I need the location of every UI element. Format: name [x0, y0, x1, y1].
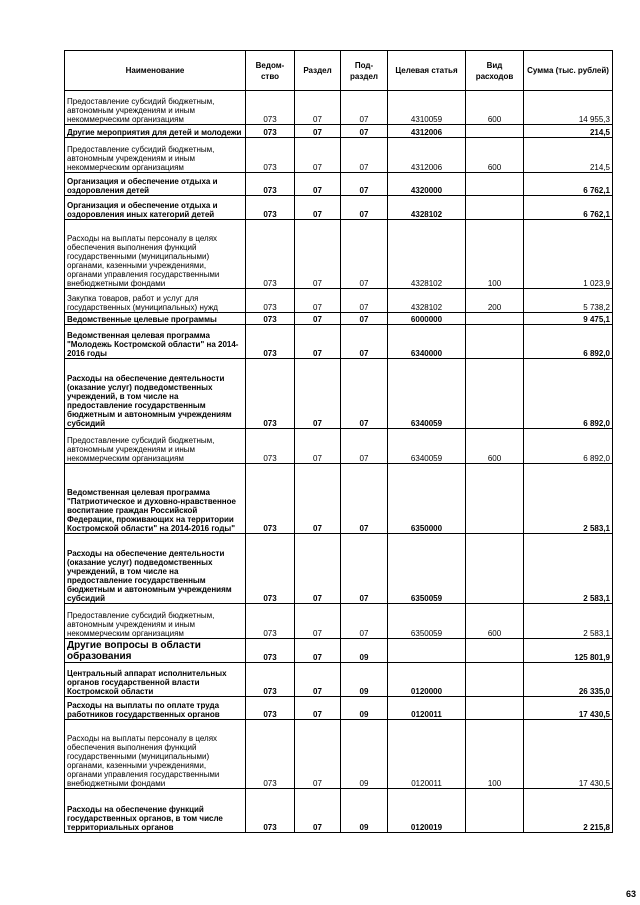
cell-dept: 073	[246, 289, 295, 313]
header-sum: Сумма (тыс. рублей)	[524, 51, 613, 91]
table-row	[65, 720, 613, 789]
cell-subsection: 07	[341, 464, 388, 534]
cell-target: 4310059	[388, 91, 466, 125]
cell-dept: 073	[246, 325, 295, 359]
cell-dept: 073	[246, 91, 295, 125]
cell-target: 4312006	[388, 138, 466, 173]
cell-sum: 214,5	[524, 138, 613, 173]
cell-exptype	[466, 196, 524, 220]
cell-subsection: 07	[341, 196, 388, 220]
cell-section: 07	[295, 429, 341, 464]
cell-name: Предоставление субсидий бюджетным, автономным учреждениям и иным некоммерческим организациям	[65, 91, 246, 125]
cell-name: Расходы на выплаты по оплате труда работников государственных органов	[65, 697, 246, 720]
cell-name: Расходы на обеспечение деятельности (оказание услуг) подведомственных учреждений, в том числе на предоставление государственным бюджетным и автономным учреждениям субсидий	[65, 534, 246, 604]
cell-section: 07	[295, 173, 341, 196]
cell-dept: 073	[246, 464, 295, 534]
header-section: Раздел	[295, 51, 341, 91]
cell-exptype: 200	[466, 289, 524, 313]
cell-name: Центральный аппарат исполнительных органов государственной власти Костромской области	[65, 663, 246, 697]
cell-subsection: 07	[341, 604, 388, 639]
cell-subsection: 09	[341, 663, 388, 697]
cell-sum: 17 430,5	[524, 697, 613, 720]
cell-exptype	[466, 125, 524, 138]
cell-subsection: 07	[341, 220, 388, 289]
cell-section: 07	[295, 534, 341, 604]
cell-sum: 17 430,5	[524, 720, 613, 789]
header-dept: Ведом-ство	[246, 51, 295, 91]
cell-exptype	[466, 173, 524, 196]
table-row	[65, 125, 613, 138]
table-row	[65, 639, 613, 663]
cell-name: Закупка товаров, работ и услуг для государственных (муниципальных) нужд	[65, 289, 246, 313]
cell-subsection: 07	[341, 359, 388, 429]
header-subsection: Под-раздел	[341, 51, 388, 91]
table-body	[65, 91, 613, 833]
cell-name: Расходы на обеспечение функций государственных органов, в том числе территориальных органов	[65, 789, 246, 833]
cell-target: 6350059	[388, 604, 466, 639]
table-row	[65, 91, 613, 125]
cell-name: Расходы на обеспечение деятельности (оказание услуг) подведомственных учреждений, в том числе на предоставление государственным бюджетным и автономным учреждениям субсидий	[65, 359, 246, 429]
cell-sum: 2 583,1	[524, 534, 613, 604]
cell-section: 07	[295, 313, 341, 325]
cell-sum: 26 335,0	[524, 663, 613, 697]
cell-section: 07	[295, 639, 341, 663]
table-row	[65, 313, 613, 325]
cell-dept: 073	[246, 663, 295, 697]
cell-dept: 073	[246, 138, 295, 173]
cell-target: 4328102	[388, 289, 466, 313]
table-row	[65, 534, 613, 604]
cell-dept: 073	[246, 534, 295, 604]
cell-section: 07	[295, 359, 341, 429]
cell-exptype: 600	[466, 91, 524, 125]
cell-section: 07	[295, 220, 341, 289]
cell-name: Ведомственная целевая программа "Патриотическое и духовно-нравственное воспитание граждан Российской Федерации, проживающих на территории Костромской области" на 2014-2016 годы"	[65, 464, 246, 534]
cell-sum: 2 215,8	[524, 789, 613, 833]
table-row	[65, 138, 613, 173]
cell-subsection: 09	[341, 720, 388, 789]
cell-dept: 073	[246, 604, 295, 639]
cell-target: 6340059	[388, 429, 466, 464]
header-exptype: Вид расходов	[466, 51, 524, 91]
cell-dept: 073	[246, 639, 295, 663]
cell-section: 07	[295, 91, 341, 125]
cell-exptype	[466, 325, 524, 359]
cell-dept: 073	[246, 125, 295, 138]
cell-sum: 6 892,0	[524, 325, 613, 359]
cell-name: Расходы на выплаты персоналу в целях обеспечения выполнения функций государственными (муниципальными) органами, казенными учреждениями, органами управления государственными внебюджетными фондами	[65, 220, 246, 289]
table-row	[65, 429, 613, 464]
cell-target: 6340000	[388, 325, 466, 359]
cell-subsection: 07	[341, 534, 388, 604]
cell-section: 07	[295, 720, 341, 789]
table-row	[65, 789, 613, 833]
cell-subsection: 07	[341, 325, 388, 359]
cell-subsection: 07	[341, 91, 388, 125]
cell-exptype: 600	[466, 429, 524, 464]
header-target: Целевая статья	[388, 51, 466, 91]
cell-sum: 9 475,1	[524, 313, 613, 325]
cell-name: Другие вопросы в области образования	[65, 639, 246, 663]
cell-subsection: 07	[341, 429, 388, 464]
cell-section: 07	[295, 604, 341, 639]
cell-subsection: 07	[341, 125, 388, 138]
cell-dept: 073	[246, 313, 295, 325]
cell-sum: 5 738,2	[524, 289, 613, 313]
cell-exptype: 100	[466, 720, 524, 789]
cell-sum: 14 955,3	[524, 91, 613, 125]
cell-section: 07	[295, 125, 341, 138]
cell-dept: 073	[246, 789, 295, 833]
cell-name: Предоставление субсидий бюджетным, автономным учреждениям и иным некоммерческим организациям	[65, 604, 246, 639]
table-row	[65, 220, 613, 289]
cell-subsection: 09	[341, 639, 388, 663]
table-row	[65, 697, 613, 720]
cell-sum: 6 762,1	[524, 196, 613, 220]
cell-target: 6340059	[388, 359, 466, 429]
cell-dept: 073	[246, 173, 295, 196]
cell-dept: 073	[246, 359, 295, 429]
cell-sum: 2 583,1	[524, 604, 613, 639]
table-row	[65, 359, 613, 429]
cell-name: Другие мероприятия для детей и молодежи	[65, 125, 246, 138]
cell-subsection: 07	[341, 138, 388, 173]
cell-exptype	[466, 663, 524, 697]
cell-sum: 6 892,0	[524, 359, 613, 429]
cell-name: Организация и обеспечение отдыха и оздоровления иных категорий детей	[65, 196, 246, 220]
cell-dept: 073	[246, 196, 295, 220]
cell-target	[388, 639, 466, 663]
cell-name: Предоставление субсидий бюджетным, автономным учреждениям и иным некоммерческим организациям	[65, 138, 246, 173]
cell-target: 4328102	[388, 196, 466, 220]
budget-sheet	[64, 50, 612, 833]
cell-target: 6350000	[388, 464, 466, 534]
cell-section: 07	[295, 789, 341, 833]
table-row	[65, 604, 613, 639]
table-header-row	[65, 51, 613, 91]
cell-subsection: 07	[341, 289, 388, 313]
cell-sum: 6 762,1	[524, 173, 613, 196]
cell-name: Ведомственные целевые программы	[65, 313, 246, 325]
cell-subsection: 07	[341, 313, 388, 325]
header-name: Наименование	[65, 51, 246, 91]
cell-exptype: 100	[466, 220, 524, 289]
cell-subsection: 07	[341, 173, 388, 196]
cell-target: 6000000	[388, 313, 466, 325]
table-row	[65, 289, 613, 313]
budget-table	[64, 50, 613, 833]
cell-section: 07	[295, 325, 341, 359]
cell-name: Предоставление субсидий бюджетным, автономным учреждениям и иным некоммерческим организациям	[65, 429, 246, 464]
cell-target: 4328102	[388, 220, 466, 289]
cell-target: 0120000	[388, 663, 466, 697]
cell-sum: 1 023,9	[524, 220, 613, 289]
cell-section: 07	[295, 697, 341, 720]
cell-target: 0120019	[388, 789, 466, 833]
cell-subsection: 09	[341, 697, 388, 720]
cell-target: 0120011	[388, 697, 466, 720]
cell-name: Расходы на выплаты персоналу в целях обеспечения выполнения функций государственными (муниципальными) органами, казенными учреждениями, органами управления государственными внебюджетными фондами	[65, 720, 246, 789]
cell-exptype: 600	[466, 138, 524, 173]
cell-subsection: 09	[341, 789, 388, 833]
table-row	[65, 173, 613, 196]
table-row	[65, 325, 613, 359]
cell-exptype	[466, 697, 524, 720]
table-row	[65, 196, 613, 220]
cell-name: Организация и обеспечение отдыха и оздоровления детей	[65, 173, 246, 196]
cell-exptype	[466, 313, 524, 325]
cell-name: Ведомственная целевая программа "Молодежь Костромской области" на 2014-2016 годы	[65, 325, 246, 359]
cell-exptype	[466, 464, 524, 534]
cell-sum: 2 583,1	[524, 464, 613, 534]
cell-exptype	[466, 534, 524, 604]
cell-exptype	[466, 639, 524, 663]
cell-dept: 073	[246, 697, 295, 720]
cell-sum: 125 801,9	[524, 639, 613, 663]
cell-section: 07	[295, 464, 341, 534]
cell-dept: 073	[246, 720, 295, 789]
table-row	[65, 464, 613, 534]
cell-dept: 073	[246, 220, 295, 289]
cell-exptype	[466, 789, 524, 833]
cell-section: 07	[295, 289, 341, 313]
cell-section: 07	[295, 138, 341, 173]
cell-target: 0120011	[388, 720, 466, 789]
cell-target: 4320000	[388, 173, 466, 196]
page-number: 63	[625, 889, 636, 899]
table-row	[65, 663, 613, 697]
cell-section: 07	[295, 196, 341, 220]
cell-target: 6350059	[388, 534, 466, 604]
cell-exptype	[466, 359, 524, 429]
cell-dept: 073	[246, 429, 295, 464]
cell-section: 07	[295, 663, 341, 697]
cell-sum: 214,5	[524, 125, 613, 138]
cell-target: 4312006	[388, 125, 466, 138]
cell-sum: 6 892,0	[524, 429, 613, 464]
cell-exptype: 600	[466, 604, 524, 639]
